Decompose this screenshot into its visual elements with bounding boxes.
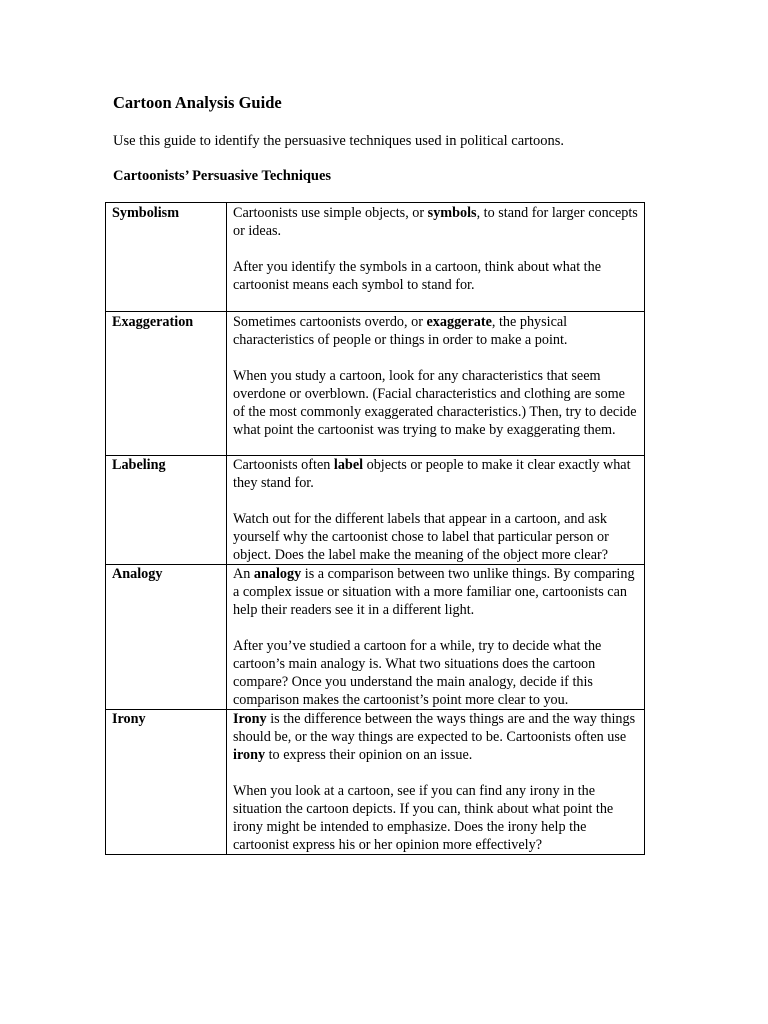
intro-text: Use this guide to identify the persuasive techniques used in political cartoons. <box>113 133 565 149</box>
technique-description <box>227 312 645 456</box>
description-paragraph <box>233 313 638 349</box>
text-run: After you identify the symbols in a cartoon, think about what the cartoonist means each symbol to stand for. <box>233 259 602 293</box>
bold-term: exaggerate <box>426 314 492 330</box>
technique-description <box>227 456 645 565</box>
techniques-table-body <box>106 203 645 855</box>
description-paragraph <box>233 710 638 764</box>
description-paragraph <box>233 367 638 439</box>
text-run: When you study a cartoon, look for any characteristics that seem overdone or overblown. (Facial characteristics and clothing are some of the most commonly exaggerated characteristics.) Then, try to decide what point the cartoonist was trying to make by exaggerating them. <box>233 368 637 438</box>
technique-term: Analogy <box>106 565 227 710</box>
table-row <box>106 565 645 710</box>
text-run: , the physical characteristics of people or things in order to make a point. <box>233 314 568 348</box>
technique-term: Labeling <box>106 456 227 565</box>
text-run: An <box>233 566 254 582</box>
technique-description <box>227 710 645 855</box>
text-run: , to stand for larger concepts or ideas. <box>233 205 638 239</box>
text-run: When you look at a cartoon, see if you can find any irony in the situation the cartoon depicts. If you can, think about what point the irony might be intended to emphasize. Does the irony help the cartoonist express his or her opinion more effectively? <box>233 783 614 853</box>
technique-term: Symbolism <box>106 203 227 312</box>
description-paragraph <box>233 258 638 294</box>
technique-description <box>227 203 645 312</box>
text-run: Sometimes cartoonists overdo, or <box>233 314 427 330</box>
text-run: Cartoonists often <box>233 457 334 473</box>
text-run: After you’ve studied a cartoon for a while, try to decide what the cartoon’s main analogy is. What two situations does the cartoon compare? Once you understand the main analogy, decide if this comparison makes the cartoonist’s point more clear to you. <box>233 638 602 708</box>
text-run: is a comparison between two unlike things. By comparing a complex issue or situation with a more familiar one, cartoonists can help their readers see it in a different light. <box>233 566 635 618</box>
text-run: to express their opinion on an issue. <box>265 747 473 763</box>
text-run: objects or people to make it clear exactly what they stand for. <box>233 457 631 491</box>
bold-term: label <box>333 457 364 473</box>
table-row <box>106 456 645 565</box>
table-row <box>106 710 645 855</box>
page-title: Cartoon Analysis Guide <box>113 93 282 112</box>
bold-term: analogy <box>253 566 302 582</box>
text-run: is the difference between the ways things are and the way things should be, or the way things are expected to be. Cartoonists often use <box>233 711 636 745</box>
description-paragraph <box>233 204 638 240</box>
bold-term: irony <box>233 747 266 763</box>
table-row <box>106 312 645 456</box>
technique-term: Exaggeration <box>106 312 227 456</box>
description-paragraph <box>233 510 638 564</box>
bold-term: symbols <box>427 205 477 221</box>
section-heading: Cartoonists’ Persuasive Techniques <box>113 168 332 184</box>
text-run: Cartoonists use simple objects, or <box>233 205 428 221</box>
description-paragraph <box>233 456 638 492</box>
text-run: Watch out for the different labels that appear in a cartoon, and ask yourself why the cartoonist chose to label that particular person or object. Does the label make the meaning of the object more clear? <box>233 511 609 563</box>
description-paragraph <box>233 565 638 619</box>
technique-term: Irony <box>106 710 227 855</box>
description-paragraph <box>233 782 638 854</box>
techniques-table <box>105 202 645 855</box>
description-paragraph <box>233 637 638 709</box>
bold-term: Irony <box>233 711 267 727</box>
table-row <box>106 203 645 312</box>
technique-description <box>227 565 645 710</box>
